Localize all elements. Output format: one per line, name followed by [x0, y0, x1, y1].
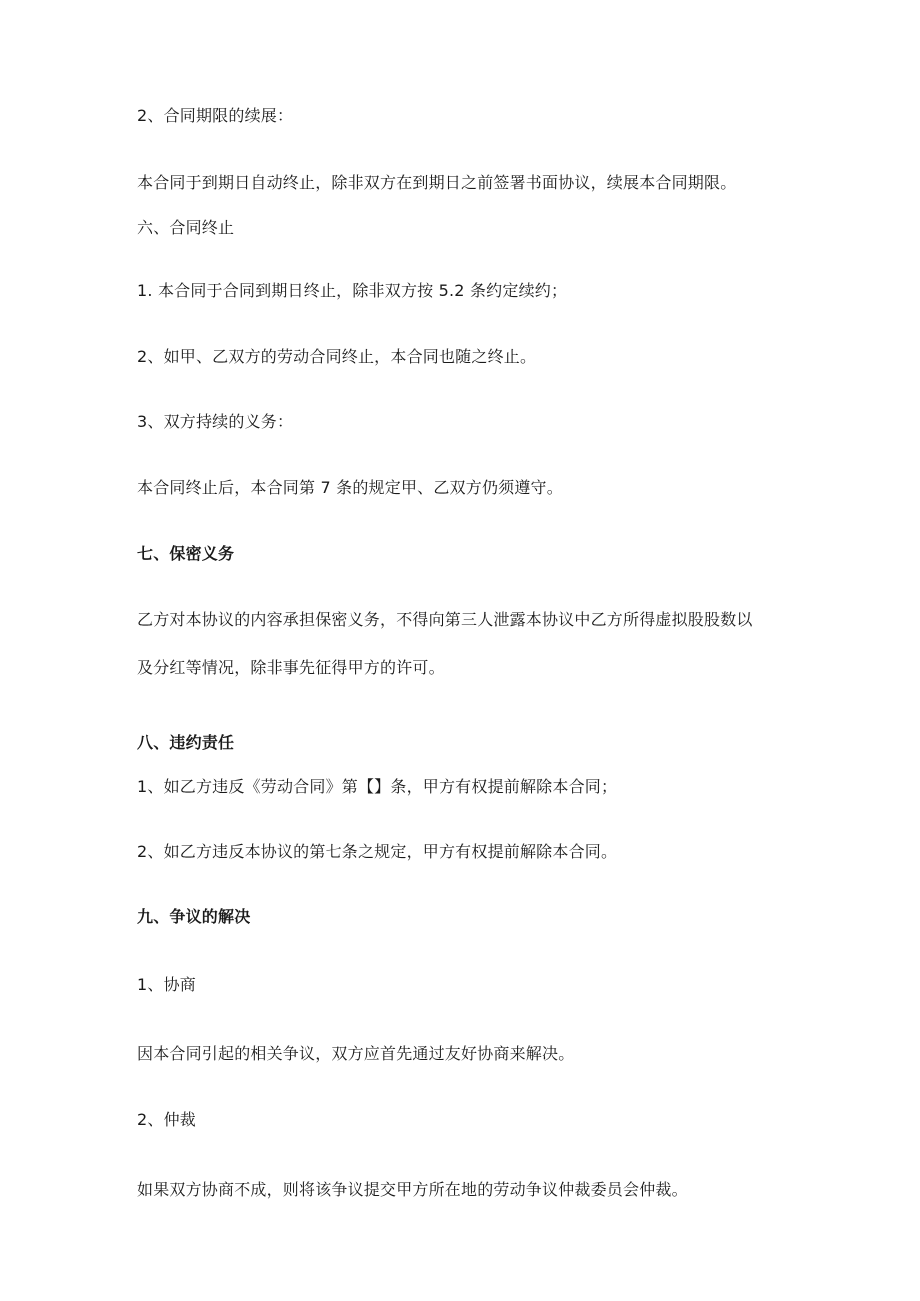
section-9-heading: 九、争议的解决: [137, 907, 251, 926]
breach-item-2: 2、如乙方违反本协议的第七条之规定，甲方有权提前解除本合同。: [137, 842, 618, 861]
section-6-heading: 六、合同终止: [137, 218, 235, 237]
arbitration-paragraph: 如果双方协商不成，则将该争议提交甲方所在地的劳动争议仲裁委员会仲裁。: [137, 1180, 688, 1199]
renewal-heading: 2、合同期限的续展：: [137, 106, 294, 125]
confidentiality-paragraph-line-1: 乙方对本协议的内容承担保密义务，不得向第三人泄露本协议中乙方所得虚拟股股数以: [137, 610, 753, 629]
breach-item-1: 1、如乙方违反《劳动合同》第【】条，甲方有权提前解除本合同；: [137, 777, 618, 796]
continuing-obligation-paragraph: 本合同终止后，本合同第 7 条的规定甲、乙双方仍须遵守。: [137, 478, 563, 497]
negotiation-heading: 1、协商: [137, 975, 196, 994]
termination-item-1: 1. 本合同于合同到期日终止，除非双方按 5.2 条约定续约；: [137, 281, 568, 300]
termination-item-3: 3、双方持续的义务：: [137, 412, 294, 431]
confidentiality-paragraph-line-2: 及分红等情况，除非事先征得甲方的许可。: [137, 658, 445, 677]
section-7-heading: 七、保密义务: [137, 544, 235, 563]
section-8-heading: 八、违约责任: [137, 733, 235, 752]
termination-item-2: 2、如甲、乙双方的劳动合同终止，本合同也随之终止。: [137, 347, 537, 366]
arbitration-heading: 2、仲裁: [137, 1110, 196, 1129]
renewal-paragraph: 本合同于到期日自动终止，除非双方在到期日之前签署书面协议，续展本合同期限。: [137, 173, 737, 192]
negotiation-paragraph: 因本合同引起的相关争议，双方应首先通过友好协商来解决。: [137, 1044, 575, 1063]
